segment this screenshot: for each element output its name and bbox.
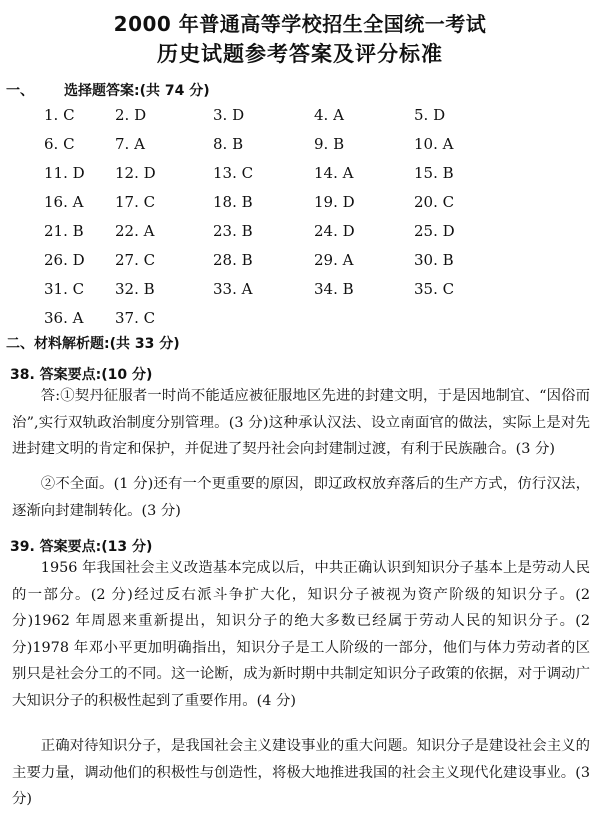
answer-row [0,245,600,274]
answer-row [0,216,600,245]
answer-item: 37. C [115,309,156,327]
answer-item: 2. D [115,106,147,124]
answer-item: 35. C [414,280,455,298]
answer-item: 12. D [115,164,156,182]
answer-row [0,187,600,216]
answer-item: 33. A [213,280,253,298]
answer-item: 28. B [213,251,253,269]
page-subtitle: 历史试题参考答案及评分标准 [157,42,443,66]
section1-title: 选择题答案:(共 74 分) [64,83,210,99]
answer-item: 13. C [213,164,254,182]
answer-item: 21. B [44,222,84,240]
section2-title: 二、材料解析题:(共 33 分) [6,336,180,352]
answer-item: 19. D [314,193,355,211]
answer-item: 3. D [213,106,245,124]
answer-item: 9. B [314,135,345,153]
answer-grid [0,100,600,332]
answer-item: 36. A [44,309,84,327]
answer-item: 22. A [115,222,155,240]
answer-item: 30. B [414,251,454,269]
answer-item: 23. B [213,222,253,240]
q39-heading: 39. 答案要点:(13 分) [10,539,153,555]
answer-item: 8. B [213,135,244,153]
answer-item: 34. B [314,280,354,298]
answer-item: 26. D [44,251,85,269]
answer-row [0,158,600,187]
answer-item: 10. A [414,135,454,153]
answer-item: 11. D [44,164,85,182]
answer-item: 14. A [314,164,354,182]
answer-item: 16. A [44,193,84,211]
answer-item: 27. C [115,251,156,269]
answer-item: 32. B [115,280,155,298]
page-title: 2000 年普通高等学校招生全国统一考试 [113,12,487,36]
answer-row [0,274,600,303]
q38-answer-part1: 答:①契丹征服者一时尚不能适应被征服地区先进的封建文明，于是因地制宜、“因俗而治”,实行双轨政治制度分别管理。(3 分)这种承认汉法、设立南面官的做法，实际上是对先进封建文明的肯定和保护，并促进了契丹社会向封建制过渡，有利于民族融合。(3 分) [12,388,590,457]
answer-item: 5. D [414,106,446,124]
answer-row [0,303,600,332]
answer-row [0,100,600,129]
q39-answer-part1: 1956 年我国社会主义改造基本完成以后，中共正确认识到知识分子基本上是劳动人民的一部分。(2 分)经过反右派斗争扩大化，知识分子被视为资产阶级的知识分子。(2 分)1962 年周恩来重新提出，知识分子的绝大多数已经属于劳动人民的知识分子。(2 分)1978 年邓小平更加明确指出，知识分子是工人阶级的一部分，他们与体力劳动者的区别只是社会分工的不同。这一论断，成为新时期中共制定知识分子政策的依据，对于调动广大知识分子的积极性起到了重要作用。(4 分) [12,560,590,709]
answer-item: 6. C [44,135,75,153]
answer-item: 1. C [44,106,75,124]
answer-item: 25. D [414,222,455,240]
q39-answer-part2: 正确对待知识分子，是我国社会主义建设事业的重大问题。知识分子是建设社会主义的主要力量，调动他们的积极性与创造性，将极大地推进我国的社会主义现代化建设事业。(3 分) [12,738,590,807]
answer-item: 29. A [314,251,354,269]
answer-row [0,129,600,158]
answer-item: 24. D [314,222,355,240]
answer-item: 7. A [115,135,145,153]
answer-item: 15. B [414,164,454,182]
answer-item: 18. B [213,193,253,211]
answer-item: 4. A [314,106,344,124]
answer-item: 17. C [115,193,156,211]
answer-item: 20. C [414,193,455,211]
answer-item: 31. C [44,280,85,298]
q38-answer-part2: ②不全面。(1 分)还有一个更重要的原因，即辽政权放弃落后的生产方式，仿行汉法，逐渐向封建制转化。(3 分) [12,476,590,519]
section1-number: 一、 [6,83,34,99]
q38-heading: 38. 答案要点:(10 分) [10,367,153,383]
